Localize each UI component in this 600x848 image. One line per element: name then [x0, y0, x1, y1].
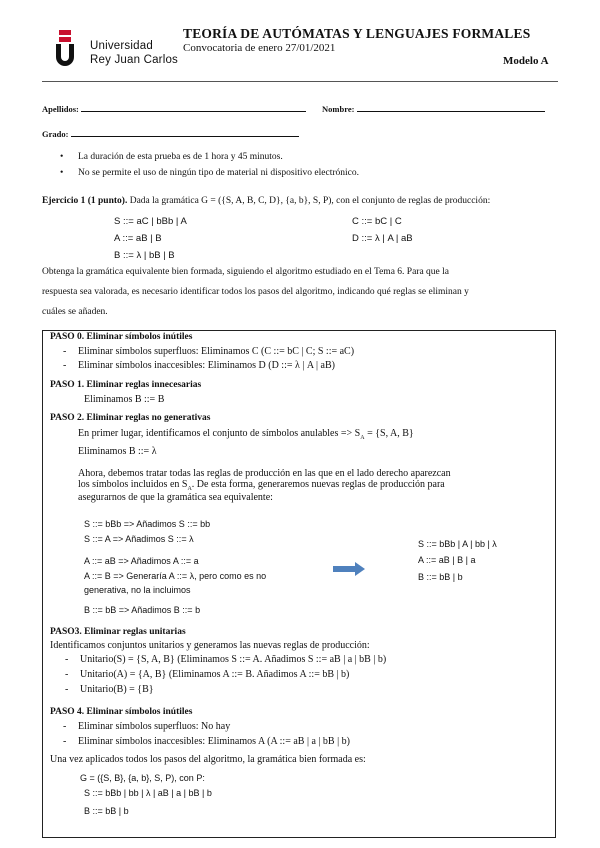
final-intro: Una vez aplicados todos los pasos del algoritmo, la gramática bien formada es: [50, 754, 366, 765]
paso3-line: - Unitario(B) = {B} [65, 684, 154, 695]
paso1-line: Eliminamos B ::= B [84, 394, 165, 405]
rule-d: D ::= λ | A | aB [352, 233, 413, 244]
exam-title: TEORÍA DE AUTÓMATAS Y LENGUAJES FORMALES [183, 26, 531, 41]
nombre-line[interactable] [357, 103, 545, 112]
nombre-label: Nombre: [322, 104, 355, 114]
paso4-title: PASO 4. Eliminar símbolos inútiles [50, 707, 193, 717]
paso2-case: S ::= A => Añadimos S ::= λ [84, 534, 194, 544]
paso2-title: PASO 2. Eliminar reglas no generativas [50, 413, 211, 423]
exam-subtitle: Convocatoria de enero 27/01/2021 [183, 42, 336, 54]
university-name-line1: Universidad [90, 40, 153, 52]
arrow-right-icon [333, 562, 365, 576]
paso2-paragraph: Ahora, debemos tratar todas las reglas de producción en las que en el lado derecho aparezcan los símbolos incluidos en $S_A$. De esta forma, generaremos nuevas reglas de producción para asegurarnos de que la gramática sea equivalente: [78, 468, 451, 503]
statement-line: Obtenga la gramática equivalente bien formada, siguiendo el algoritmo estudiado en el Tema 6. Para que la [42, 267, 449, 277]
paso3-line: - Unitario(A) = {A, B} (Eliminamos A ::= B. Añadimos A ::= bB | b) [65, 669, 350, 680]
paso2-anulables: En primer lugar, identificamos el conjunto de símbolos anulables => $S_A = \{S$, A, B} [78, 428, 414, 441]
final-rule-s: S ::= bBb | bb | λ | aB | a | bB | b [84, 788, 212, 798]
paso4-line: - Eliminar símbolos inaccesibles: Eliminamos A (A ::= aB | a | bB | b) [63, 736, 350, 747]
apellidos-line[interactable] [81, 103, 306, 112]
paso3-intro: Identificamos conjuntos unitarios y generamos las nuevas reglas de producción: [50, 640, 370, 651]
exam-model: Modelo A [503, 55, 549, 67]
paso2-case: A ::= aB => Añadimos A ::= a [84, 556, 199, 566]
statement-line: cuáles se añaden. [42, 307, 108, 317]
rule-c: C ::= bC | C [352, 216, 402, 227]
rule-b: B ::= λ | bB | B [114, 250, 175, 261]
paso2-result: A ::= aB | B | a [418, 555, 476, 565]
final-rule-b: B ::= bB | b [84, 806, 129, 816]
university-name-line2: Rey Juan Carlos [90, 54, 179, 66]
exercise-intro [42, 196, 490, 206]
paso0-line: - Eliminar símbolos inaccesibles: Eliminamos D (D ::= λ | A | aB) [63, 360, 335, 371]
paso3-title: PASO3. Eliminar reglas unitarias [50, 627, 186, 637]
paso3-line: - Unitario(S) = {S, A, B} (Eliminamos S ::= A. Añadimos S ::= aB | a | bB | b) [65, 654, 387, 665]
instruction-item: • La duración de esta prueba es de 1 hora y 45 minutos. [60, 149, 359, 165]
exercise-intro-text: Dada la gramática G = ({S, A, B, C, D}, {a, b}, S, P), con el conjunto de reglas de producción: [129, 196, 491, 206]
paso0-line: - Eliminar símbolos superfluos: Eliminamos C (C ::= bC | C; S ::= aC) [63, 346, 355, 357]
paso2-case: S ::= bBb => Añadimos S ::= bb [84, 519, 211, 529]
grado-line[interactable] [71, 128, 299, 137]
exercise-label: Ejercicio 1 (1 punto). [42, 196, 128, 206]
apellidos-field [42, 103, 306, 114]
statement-line: respuesta sea valorada, es necesario identificar todos los pasos del algoritmo, indicando qué reglas se eliminan y [42, 287, 469, 297]
rule-a: A ::= aB | B [114, 233, 162, 244]
paso2-case: generativa, no la incluimos [84, 585, 191, 595]
grado-field [42, 128, 299, 139]
final-grammar: G = ({S, B}, {a, b}, S, P), con P: [80, 773, 205, 783]
university-logo-icon [54, 30, 76, 66]
instruction-item: • No se permite el uso de ningún tipo de material ni dispositivo electrónico. [60, 165, 359, 181]
paso1-title: PASO 1. Eliminar reglas innecesarias [50, 380, 202, 390]
grado-label: Grado: [42, 129, 69, 139]
paso2-result: S ::= bBb | A | bb | λ [418, 539, 497, 549]
instructions-list [60, 149, 359, 181]
paso2-eliminate: Eliminamos B ::= λ [78, 446, 157, 457]
paso2-case: A ::= B => Generaría A ::= λ, pero como es no [84, 571, 267, 581]
paso2-result: B ::= bB | b [418, 572, 463, 582]
apellidos-label: Apellidos: [42, 104, 79, 114]
paso0-title: PASO 0. Eliminar símbolos inútiles [50, 332, 193, 342]
paso4-line: - Eliminar símbolos superfluos: No hay [63, 721, 231, 732]
rule-s: S ::= aC | bBb | A [114, 216, 187, 227]
paso2-case: B ::= bB => Añadimos B ::= b [84, 605, 201, 615]
nombre-field [322, 103, 545, 114]
header-divider [42, 81, 558, 82]
